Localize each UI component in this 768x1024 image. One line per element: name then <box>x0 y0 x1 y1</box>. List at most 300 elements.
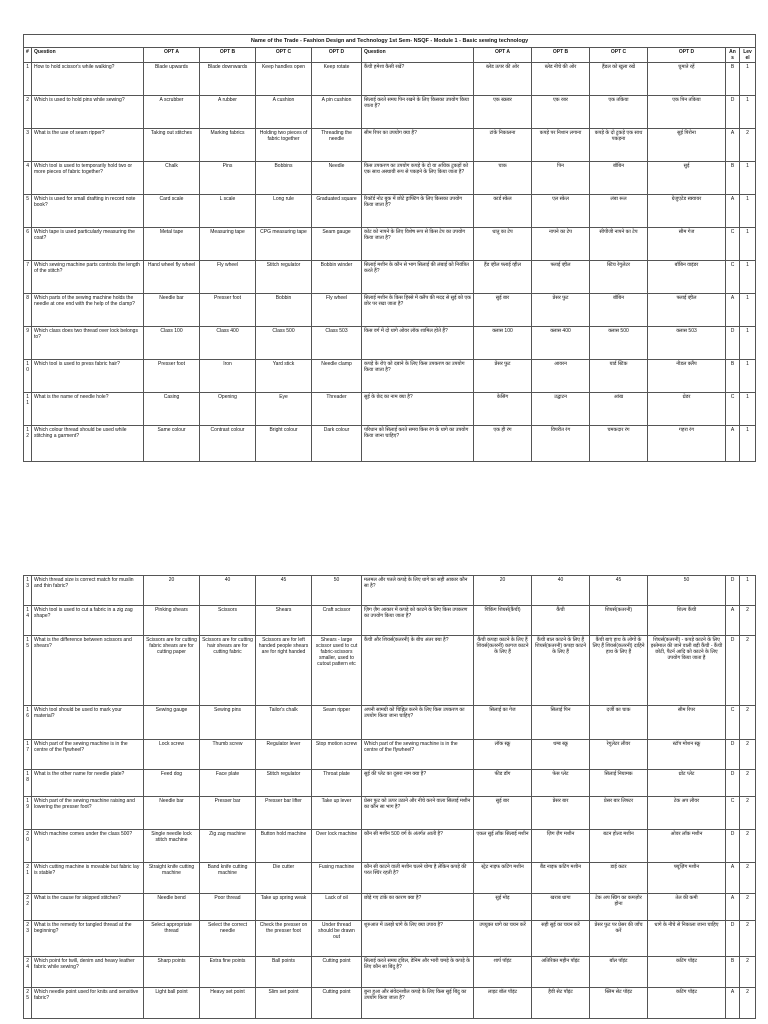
cell-opt-b-en: Fly wheel <box>200 261 256 294</box>
header-level: Level <box>740 48 756 63</box>
cell-question-hi: अपनी सामग्री को चिह्नित करने के लिए किस उपकरण का उपयोग किया जाना चाहिए? <box>362 706 474 740</box>
cell-question-en: Which part of the sewing machine raising and lowering the presser foot? <box>32 797 144 830</box>
cell-question-en: Which colour thread should be used while stitching a garment? <box>32 426 144 462</box>
cell-row-number: 13 <box>24 576 32 606</box>
cell-level: 2 <box>740 706 756 740</box>
cell-opt-b-hi: हैवी सेट पॉइंट <box>532 988 590 1019</box>
cell-opt-b-en: Iron <box>200 360 256 393</box>
cell-opt-d-en: Keep rotate <box>312 63 362 96</box>
cell-opt-d-en: Class 503 <box>312 327 362 360</box>
cell-opt-a-hi: स्ट्रेट नाइफ कटिंग मशीन <box>474 863 532 894</box>
cell-opt-b-hi: विपरीत रंग <box>532 426 590 462</box>
cell-question-hi: शुरुआत में उलझे धागे के लिए क्या उपाय है? <box>362 921 474 957</box>
cell-level: 2 <box>740 863 756 894</box>
cell-opt-a-hi: कैंची कपड़ा काटने के लिए हैं शियर्स(कतरनी) कागज काटने के लिए हैं <box>474 636 532 706</box>
cell-opt-c-en: CPG measuring tape <box>256 228 312 261</box>
cell-opt-c-en: Keep handles open <box>256 63 312 96</box>
cell-question-en: Which sewing machine parts controls the length of the stitch? <box>32 261 144 294</box>
cell-opt-c-en: Tailor's chalk <box>256 706 312 740</box>
cell-opt-d-hi: ग्रेजुएटेड स्क्वायर <box>648 195 726 228</box>
cell-row-number: 2 <box>24 96 32 129</box>
cell-level: 2 <box>740 894 756 921</box>
cell-opt-b-hi: 40 <box>532 576 590 606</box>
cell-question-hi: सिलाई करते समय पिन रखने के लिए किसका उपयोग किया जाता है? <box>362 96 474 129</box>
cell-opt-b-en: Extra fine points <box>200 957 256 988</box>
cell-opt-c-en: Check the presser on the presser foot <box>256 921 312 957</box>
cell-opt-a-hi: एक ही रंग <box>474 426 532 462</box>
header-opt-a-hi: OPT A <box>474 48 532 63</box>
cell-opt-a-hi: लाइट बॉल पॉइंट <box>474 988 532 1019</box>
cell-opt-a-hi: फीड डॉग <box>474 770 532 797</box>
cell-level: 2 <box>740 740 756 770</box>
table-row <box>24 921 756 957</box>
cell-opt-a-hi: कार्ड स्केल <box>474 195 532 228</box>
cell-question-en: What is the use of seam ripper? <box>32 129 144 162</box>
cell-answer: C <box>726 706 740 740</box>
cell-opt-d-en: Needle clamp <box>312 360 362 393</box>
cell-opt-c-hi: चमकदार रंग <box>590 426 648 462</box>
cell-opt-c-hi: क्लास 500 <box>590 327 648 360</box>
cell-opt-d-hi: सुई <box>648 162 726 195</box>
cell-row-number: 9 <box>24 327 32 360</box>
cell-opt-a-hi: ब्लेड ऊपर की ओर <box>474 63 532 96</box>
cell-opt-b-hi: कैंची बाल काटने के लिए हैं शियर्स(कतरनी) कपड़ा काटने के लिए हैं <box>532 636 590 706</box>
cell-row-number: 20 <box>24 830 32 863</box>
cell-opt-c-en: 45 <box>256 576 312 606</box>
cell-opt-c-hi: कैंची बाएं हाथ के लोगों के लिए हैं शियर्स(कतरनी) दाहिने हाथ के लिए हैं <box>590 636 648 706</box>
cell-opt-c-hi: एक तकिया <box>590 96 648 129</box>
cell-opt-d-en: Fly wheel <box>312 294 362 327</box>
cell-level: 2 <box>740 830 756 863</box>
cell-answer: A <box>726 129 740 162</box>
cell-opt-b-hi: पिन <box>532 162 590 195</box>
question-table-page-1 <box>23 34 756 462</box>
cell-opt-c-hi: लंबा रूल <box>590 195 648 228</box>
cell-question-hi: सिलाई मशीन के किस हिस्से में क्लैंप की मदद से सुई को एक छोर पर रखा जाता है? <box>362 294 474 327</box>
cell-opt-a-en: Feed dog <box>144 770 200 797</box>
cell-opt-d-hi: शिल्प कैंची <box>648 606 726 636</box>
cell-opt-d-en: Take up lever <box>312 797 362 830</box>
cell-opt-d-en: Graduated square <box>312 195 362 228</box>
cell-question-en: Which part of the sewing machine is in the centre of the flywheel? <box>32 740 144 770</box>
cell-opt-c-hi: सिलाई नियामक <box>590 770 648 797</box>
cell-answer: A <box>726 426 740 462</box>
cell-opt-d-en: Needle <box>312 162 362 195</box>
cell-opt-b-en: Face plate <box>200 770 256 797</box>
cell-opt-b-hi: बैंड नाइफ कटिंग मशीन <box>532 863 590 894</box>
cell-opt-a-hi: प्रेसर फुट <box>474 360 532 393</box>
cell-question-en: Which point for twill, denim and heavy leather fabric while sewing? <box>32 957 144 988</box>
table-row <box>24 894 756 921</box>
cell-opt-d-hi: तेल की कमी <box>648 894 726 921</box>
cell-opt-a-hi: चाक <box>474 162 532 195</box>
cell-opt-b-hi: नापने का टेप <box>532 228 590 261</box>
cell-opt-d-hi: थ्रोट प्लेट <box>648 770 726 797</box>
cell-level: 1 <box>740 426 756 462</box>
cell-opt-a-en: Sewing gauge <box>144 706 200 740</box>
cell-answer: A <box>726 294 740 327</box>
cell-opt-b-hi: कैंची <box>532 606 590 636</box>
cell-opt-b-hi: प्रेसर बार <box>532 797 590 830</box>
table-row <box>24 63 756 96</box>
cell-opt-a-hi: पिंकिंग शियर्स(कैंची) <box>474 606 532 636</box>
cell-row-number: 3 <box>24 129 32 162</box>
cell-opt-d-en: Threading the needle <box>312 129 362 162</box>
cell-opt-c-hi: हैंडल को खुला रखें <box>590 63 648 96</box>
cell-question-en: Which tape is used particularly measuring the coat? <box>32 228 144 261</box>
cell-opt-b-hi: थम्ब स्क्रू <box>532 740 590 770</box>
header-opt-b-hi: OPT B <box>532 48 590 63</box>
cell-opt-a-en: Needle bar <box>144 294 200 327</box>
cell-opt-d-hi: गहरा रंग <box>648 426 726 462</box>
cell-question-en: Which tool should be used to mark your material? <box>32 706 144 740</box>
cell-opt-c-hi: रेगुलेटर लीवर <box>590 740 648 770</box>
cell-question-en: How to hold scissor's while walking? <box>32 63 144 96</box>
cell-opt-c-hi: दर्जी का चाक <box>590 706 648 740</box>
cell-opt-a-en: Blade upwards <box>144 63 200 96</box>
cell-question-en: Which is used to hold pins while sewing? <box>32 96 144 129</box>
cell-opt-b-en: Class 400 <box>200 327 256 360</box>
cell-question-hi: कौन सी काटने वाली मशीन चलने योग्य है लेकिन कपड़े की परत स्थिर रहती है? <box>362 863 474 894</box>
cell-opt-a-hi: सुई बार <box>474 294 532 327</box>
cell-opt-a-en: Taking out stitches <box>144 129 200 162</box>
table-row <box>24 195 756 228</box>
cell-opt-d-hi: फ्लाई व्हील <box>648 294 726 327</box>
cell-opt-d-en: Bobbin winder <box>312 261 362 294</box>
cell-opt-d-hi: बॉबिन वाइंडर <box>648 261 726 294</box>
cell-opt-c-en: Die cutter <box>256 863 312 894</box>
table-row <box>24 261 756 294</box>
cell-opt-a-hi: धातु का टेप <box>474 228 532 261</box>
cell-opt-c-en: Class 500 <box>256 327 312 360</box>
cell-opt-a-hi: क्लास 100 <box>474 327 532 360</box>
cell-answer: A <box>726 863 740 894</box>
table-row <box>24 576 756 606</box>
cell-opt-b-hi: उद्घाटन <box>532 393 590 426</box>
cell-question-hi: छोड़े गए टांके का कारण क्या है? <box>362 894 474 921</box>
cell-opt-b-en: Opening <box>200 393 256 426</box>
cell-opt-c-hi: डाई कटर <box>590 863 648 894</box>
table-row <box>24 228 756 261</box>
cell-opt-a-en: Needle bend <box>144 894 200 921</box>
cell-opt-a-en: Same colour <box>144 426 200 462</box>
cell-opt-c-hi: बॉबिन <box>590 162 648 195</box>
cell-answer: D <box>726 636 740 706</box>
cell-answer: B <box>726 63 740 96</box>
cell-opt-b-hi: ब्लेड नीचे की ओर <box>532 63 590 96</box>
cell-opt-b-en: Pins <box>200 162 256 195</box>
cell-opt-d-hi: सीम रिपर <box>648 706 726 740</box>
cell-answer: D <box>726 327 740 360</box>
cell-level: 1 <box>740 294 756 327</box>
cell-opt-d-en: Cutting point <box>312 957 362 988</box>
cell-question-hi: परिधान को सिलाई करते समय किस रंग के धागे का उपयोग किया जाना चाहिए? <box>362 426 474 462</box>
cell-opt-c-hi: स्टिच रेगुलेटर <box>590 261 648 294</box>
cell-opt-d-en: Over lock machine <box>312 830 362 863</box>
cell-question-hi: सिलाई करते समय ट्विल, डेनिम और भारी चमड़े के कपड़े के लिए कौन सा बिंदु है? <box>362 957 474 988</box>
table-row <box>24 957 756 988</box>
table-row <box>24 988 756 1019</box>
cell-opt-d-en: Stop motion screw <box>312 740 362 770</box>
cell-opt-b-en: 40 <box>200 576 256 606</box>
cell-opt-b-hi: एल स्केल <box>532 195 590 228</box>
cell-question-en: Which tool is used to press fabric hair? <box>32 360 144 393</box>
cell-opt-c-en: Long rule <box>256 195 312 228</box>
cell-opt-d-hi: कटिंग पॉइंट <box>648 957 726 988</box>
cell-question-hi: ज़िग ज़ैग आकार में कपड़े को काटने के लिए किस उपकरण का उपयोग किया जाता है? <box>362 606 474 636</box>
cell-question-hi: सुई के छेद का नाम क्या है? <box>362 393 474 426</box>
cell-row-number: 25 <box>24 988 32 1019</box>
cell-question-hi: रिकॉर्ड नोट बुक में छोटे ड्राफ्टिंग के लिए किसका उपयोग किया जाता है? <box>362 195 474 228</box>
cell-opt-d-hi: क्लास 503 <box>648 327 726 360</box>
cell-opt-a-hi: टांके निकालना <box>474 129 532 162</box>
cell-opt-c-hi: प्रेसर बार लिफ्टर <box>590 797 648 830</box>
table-row <box>24 393 756 426</box>
cell-opt-b-en: Presser foot <box>200 294 256 327</box>
cell-opt-a-en: Card scale <box>144 195 200 228</box>
cell-opt-b-en: Zig zag machine <box>200 830 256 863</box>
cell-opt-a-en: Metal tape <box>144 228 200 261</box>
header-opt-b-en: OPT B <box>200 48 256 63</box>
cell-question-en: Which tool is used to cut a fabric in a zig zag shape? <box>32 606 144 636</box>
cell-opt-b-en: L scale <box>200 195 256 228</box>
cell-row-number: 11 <box>24 393 32 426</box>
table-row <box>24 830 756 863</box>
cell-opt-c-en: Regulator lever <box>256 740 312 770</box>
cell-opt-d-hi: ओवर लॉक मशीन <box>648 830 726 863</box>
cell-opt-a-en: Straight knife cutting machine <box>144 863 200 894</box>
cell-level: 1 <box>740 393 756 426</box>
cell-level: 1 <box>740 261 756 294</box>
cell-row-number: 5 <box>24 195 32 228</box>
table-row <box>24 129 756 162</box>
cell-question-en: Which tool is used to temporarily hold two or more pieces of fabric together? <box>32 162 144 195</box>
cell-opt-b-hi: सही सुई का चयन करें <box>532 921 590 957</box>
header-row <box>24 48 756 63</box>
cell-opt-c-en: Ball points <box>256 957 312 988</box>
cell-opt-c-en: Yard stick <box>256 360 312 393</box>
cell-opt-c-hi: बटन होल्ड मशीन <box>590 830 648 863</box>
cell-opt-c-en: Presser bar lifter <box>256 797 312 830</box>
cell-opt-b-hi: एक रबर <box>532 96 590 129</box>
cell-opt-c-hi: यार्ड स्टिक <box>590 360 648 393</box>
cell-question-en: What is the cause for skipped stitches? <box>32 894 144 921</box>
cell-opt-d-hi: नीडल क्लैंप <box>648 360 726 393</box>
cell-level: 2 <box>740 988 756 1019</box>
cell-row-number: 1 <box>24 63 32 96</box>
cell-opt-b-en: Contrast colour <box>200 426 256 462</box>
cell-opt-a-hi: केसिंग <box>474 393 532 426</box>
cell-question-hi: सिलाई मशीन के कौन से भाग सिलाई की लंबाई को नियंत्रित करते हैं? <box>362 261 474 294</box>
cell-question-en: Which class does two thread over lock belongs to? <box>32 327 144 360</box>
cell-opt-c-hi: आंख <box>590 393 648 426</box>
table-row <box>24 706 756 740</box>
cell-opt-c-hi: बॉबिन <box>590 294 648 327</box>
cell-opt-d-hi: कटिंग पॉइंट <box>648 988 726 1019</box>
cell-opt-a-hi: एक स्क्रबर <box>474 96 532 129</box>
cell-answer: C <box>726 393 740 426</box>
cell-opt-a-hi: सुई मोड़ <box>474 894 532 921</box>
cell-question-hi: Which part of the sewing machine is in the centre of the flywheel? <box>362 740 474 770</box>
cell-level: 1 <box>740 63 756 96</box>
cell-opt-c-hi: शियर्स(कतरनी) <box>590 606 648 636</box>
table-row <box>24 426 756 462</box>
cell-opt-b-en: Sewing pins <box>200 706 256 740</box>
cell-level: 1 <box>740 228 756 261</box>
cell-opt-c-en: Eye <box>256 393 312 426</box>
cell-opt-c-en: Stitch regulator <box>256 261 312 294</box>
cell-opt-c-en: Holding two pieces of fabric together <box>256 129 312 162</box>
header-opt-d-en: OPT D <box>312 48 362 63</box>
table-row <box>24 360 756 393</box>
cell-row-number: 24 <box>24 957 32 988</box>
cell-row-number: 12 <box>24 426 32 462</box>
cell-opt-b-hi: कपड़े पर निशान लगाना <box>532 129 590 162</box>
cell-opt-d-hi: टेक अप लीवर <box>648 797 726 830</box>
cell-answer: C <box>726 797 740 830</box>
cell-opt-b-en: Thumb screw <box>200 740 256 770</box>
cell-opt-b-en: Presser bar <box>200 797 256 830</box>
cell-level: 2 <box>740 797 756 830</box>
cell-row-number: 8 <box>24 294 32 327</box>
cell-question-hi: किस उपकरण का उपयोग कपड़े के दो या अधिक टुकड़ों को एक साथ अस्थायी रूप से पकड़ने के लिए किया जाता है? <box>362 162 474 195</box>
table-row <box>24 327 756 360</box>
cell-question-en: Which needle point used for knits and sensitive fabric? <box>32 988 144 1019</box>
cell-opt-d-en: Under thread should be drawn out <box>312 921 362 957</box>
cell-opt-a-hi: लॉक स्क्रू <box>474 740 532 770</box>
cell-answer: A <box>726 988 740 1019</box>
cell-row-number: 14 <box>24 606 32 636</box>
cell-opt-a-en: Needle bar <box>144 797 200 830</box>
cell-question-en: What is the name of needle hole? <box>32 393 144 426</box>
cell-opt-b-en: Select the correct needle <box>200 921 256 957</box>
cell-level: 2 <box>740 606 756 636</box>
cell-opt-a-en: Lock screw <box>144 740 200 770</box>
header-question-hi: Question <box>362 48 474 63</box>
cell-row-number: 4 <box>24 162 32 195</box>
cell-question-en: Which machine comes under the class 500? <box>32 830 144 863</box>
cell-row-number: 6 <box>24 228 32 261</box>
cell-opt-d-hi: सुई पिरोना <box>648 129 726 162</box>
cell-opt-d-hi: शियर्स(कतरनी) - कपड़े काटने के लिए इस्तेमाल की जाने वाली बड़ी कैंची - कैंची छोटी, पैटर्न आदि को काटने के लिए उपयोग किया जाता है <box>648 636 726 706</box>
cell-opt-b-hi: क्लास 400 <box>532 327 590 360</box>
cell-answer: B <box>726 957 740 988</box>
cell-level: 1 <box>740 576 756 606</box>
cell-opt-b-hi: सिलाई पिन <box>532 706 590 740</box>
cell-row-number: 18 <box>24 770 32 797</box>
cell-opt-d-en: Cutting point <box>312 988 362 1019</box>
cell-opt-b-hi: ज़िग ज़ैग मशीन <box>532 830 590 863</box>
cell-level: 1 <box>740 360 756 393</box>
cell-opt-a-en: Presser foot <box>144 360 200 393</box>
cell-opt-d-en: 50 <box>312 576 362 606</box>
cell-answer: D <box>726 921 740 957</box>
cell-level: 1 <box>740 195 756 228</box>
cell-opt-d-en: Dark colour <box>312 426 362 462</box>
cell-opt-c-en: Take up spring weak <box>256 894 312 921</box>
cell-opt-c-hi: स्लिम सेट पॉइंट <box>590 988 648 1019</box>
table-row <box>24 162 756 195</box>
cell-opt-d-hi: थ्रेडर <box>648 393 726 426</box>
cell-answer: C <box>726 261 740 294</box>
cell-answer: D <box>726 740 740 770</box>
cell-answer: D <box>726 770 740 797</box>
cell-question-hi: किस वर्ग में दो धागे ओवर लॉक शामिल होते हैं? <box>362 327 474 360</box>
cell-opt-b-en: Band knife cutting machine <box>200 863 256 894</box>
cell-answer: A <box>726 606 740 636</box>
cell-question-hi: सीम रिपर का उपयोग क्या है? <box>362 129 474 162</box>
cell-question-hi: सुई की प्लेट का दूसरा नाम क्या है? <box>362 770 474 797</box>
cell-answer: A <box>726 894 740 921</box>
cell-opt-d-hi: धागे के नीचे से निकाला जाना चाहिए <box>648 921 726 957</box>
table-row <box>24 863 756 894</box>
cell-level: 2 <box>740 636 756 706</box>
cell-question-en: Which parts of the sewing machine holds the needle at one end with the help of the clamp? <box>32 294 144 327</box>
cell-question-hi: बुना हुआ और संवेदनशील कपड़े के लिए किस सुई बिंदु का उपयोग किया जाता है? <box>362 988 474 1019</box>
cell-opt-d-hi: फ्यूज़िंग मशीन <box>648 863 726 894</box>
cell-opt-b-en: Scissors <box>200 606 256 636</box>
table-row <box>24 636 756 706</box>
cell-level: 1 <box>740 162 756 195</box>
cell-level: 2 <box>740 129 756 162</box>
cell-opt-a-hi: हैंड व्हील फ्लाई व्हील <box>474 261 532 294</box>
cell-opt-c-en: Button hold machine <box>256 830 312 863</box>
cell-question-en: Which cutting machine is movable but fabric lay is stable? <box>32 863 144 894</box>
cell-question-en: Which is used for small drafting in record note book? <box>32 195 144 228</box>
table-row <box>24 294 756 327</box>
cell-question-en: Which thread size is correct match for muslin and thin fabric? <box>32 576 144 606</box>
cell-opt-a-en: Pinking shears <box>144 606 200 636</box>
header-question-en: Question <box>32 48 144 63</box>
cell-row-number: 15 <box>24 636 32 706</box>
cell-opt-c-hi: टेक अप स्प्रिंग का कमज़ोर होना <box>590 894 648 921</box>
cell-row-number: 16 <box>24 706 32 740</box>
cell-question-en: What is the other name for needle plate? <box>32 770 144 797</box>
table-row <box>24 606 756 636</box>
cell-answer: B <box>726 162 740 195</box>
cell-opt-a-en: Chalk <box>144 162 200 195</box>
table-row <box>24 740 756 770</box>
cell-answer: D <box>726 830 740 863</box>
cell-question-hi: कोट को नापने के लिए विशेष रूप से किस टेप का उपयोग किया जाता है? <box>362 228 474 261</box>
cell-opt-b-hi: फेस प्लेट <box>532 770 590 797</box>
cell-opt-a-hi: उपयुक्त धागे का चयन करें <box>474 921 532 957</box>
cell-question-hi: प्रेसर फुट को ऊपर उठाने और नीचे करने वाला सिलाई मशीन का कौन सा भाग है? <box>362 797 474 830</box>
cell-level: 1 <box>740 327 756 360</box>
cell-opt-d-hi: 50 <box>648 576 726 606</box>
cell-answer: D <box>726 96 740 129</box>
cell-opt-c-en: Scissors are for left handed people shears are for right handed <box>256 636 312 706</box>
cell-opt-a-en: Class 100 <box>144 327 200 360</box>
table-row <box>24 770 756 797</box>
cell-opt-a-en: Select appropriate thread <box>144 921 200 957</box>
cell-opt-b-hi: फ्लाई व्हील <box>532 261 590 294</box>
cell-row-number: 23 <box>24 921 32 957</box>
cell-opt-b-en: Scissors are for cutting hair shears are for cutting fabric <box>200 636 256 706</box>
cell-opt-c-hi: कपड़े के दो टुकड़े एक साथ पकड़ना <box>590 129 648 162</box>
cell-row-number: 22 <box>24 894 32 921</box>
cell-level: 2 <box>740 770 756 797</box>
cell-question-hi: मलमल और पतले कपड़े के लिए धागे का सही आकार कौन सा है? <box>362 576 474 606</box>
cell-opt-a-en: Casing <box>144 393 200 426</box>
cell-opt-c-en: Bright colour <box>256 426 312 462</box>
cell-opt-b-en: Heavy set point <box>200 988 256 1019</box>
cell-opt-c-en: Bobbin <box>256 294 312 327</box>
cell-opt-a-hi: 20 <box>474 576 532 606</box>
cell-opt-a-hi: एकल सुई लॉक सिलाई मशीन <box>474 830 532 863</box>
cell-opt-c-hi: 45 <box>590 576 648 606</box>
cell-opt-a-hi: सिलाई का गेज <box>474 706 532 740</box>
